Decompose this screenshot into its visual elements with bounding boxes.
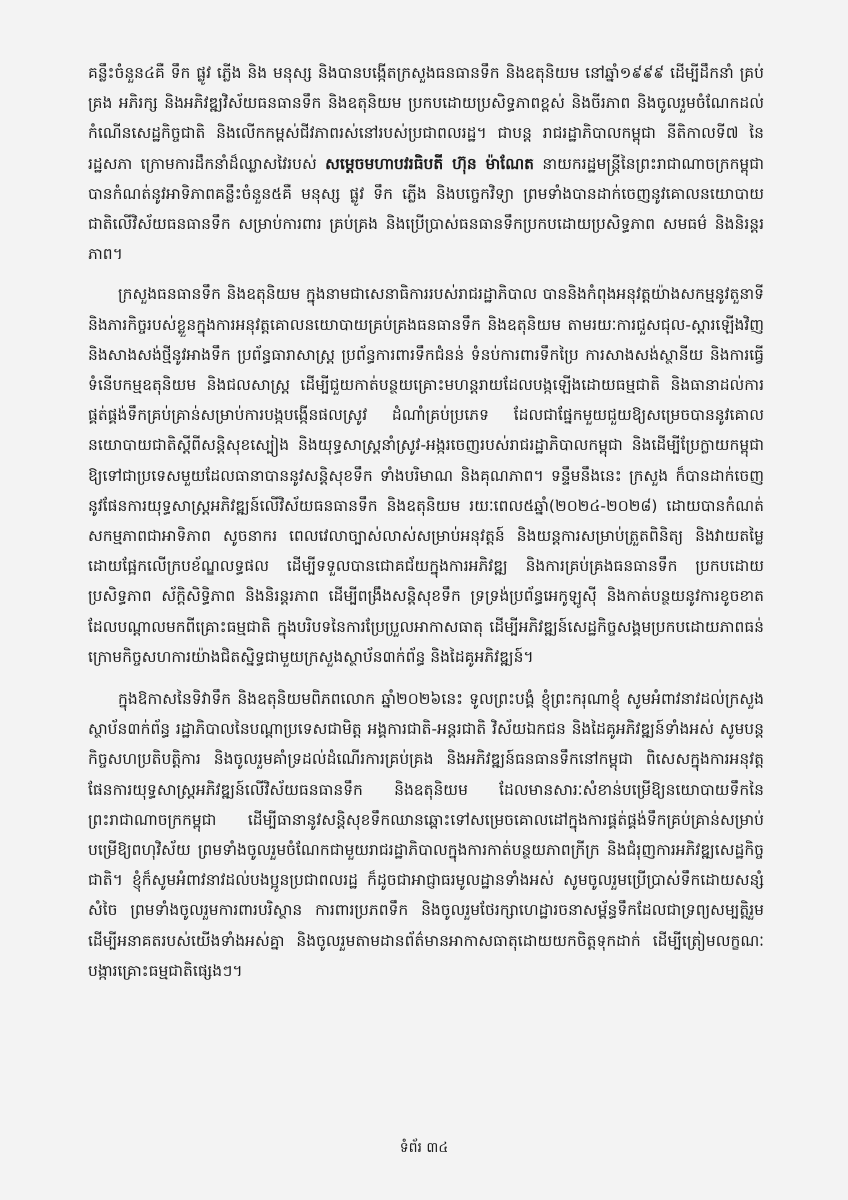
prime-minister-name: សម្តេចមហាបវរធិបតី ហ៊ុន ម៉ាណែត xyxy=(325,154,534,173)
document-body xyxy=(88,58,764,998)
paragraph-1-text-b: នាយករដ្ឋមន្ត្រីនៃព្រះរាជាណាចក្រកម្ពុជា បានកំណត់នូវអាទិភាពគន្លឹះចំនួន៥គឺ មនុស្ស ផ្លូវ ទឹក ភ្លើង និងបច្ចេកវិទ្យា ព្រមទាំងបានដាក់ចេញនូវគោលនយោបាយជាតិលើវិស័យធនធានទឹក សម្រាប់ការពារ គ្រប់គ្រង និងប្រើប្រាស់ធនធានទឹកប្រកបដោយប្រសិទ្ធភាព សមធម៌ និងនិរន្តរភាព។ xyxy=(88,154,765,264)
paragraph-3: ក្នុងឱកាសនៃទិវាទឹក និងឧតុនិយមពិភពលោក ឆ្នាំ២០២៦នេះ ទូលព្រះបង្គំ ខ្ញុំព្រះករុណាខ្ញុំ សូមអំពាវនាវដល់ក្រសួងស្ថាប័ន៣ក់ព័ន្ធ រដ្ឋាភិបាលនៃបណ្តាប្រទេសជាមិត្ត អង្គការជាតិ-អន្តរជាតិ វិស័យឯកជន និងដៃគូអភិវឌ្ឍន៍ទាំងអស់ សូមបន្តកិច្ចសហប្រតិបត្តិការ និងចូលរួមគាំទ្រដល់ដំណើរការគ្រប់គ្រង និងអភិវឌ្ឍន៍ធនធានទឹកនៅកម្ពុជា ពិសេសក្នុងការអនុវត្តផែនការយុទ្ធសាស្ត្រអភិវឌ្ឍន៍លើវិស័យធនធានទឹក និងឧតុនិយម ដែលមានសារៈសំខាន់បម្រើឱ្យនយោបាយទឹកនៃព្រះរាជាណាចក្រកម្ពុជា ដើម្បីធានានូវសន្តិសុខទឹកឈានឆ្ពោះទៅសម្រេចគោលដៅក្នុងការផ្គត់ផ្គង់ទឹកគ្រប់គ្រាន់សម្រាប់បម្រើឱ្យពហុវិស័យ ព្រមទាំងចូលរួមចំណែកជាមួយរាជរដ្ឋាភិបាលក្នុងការកាត់បន្ថយភាពក្រីក្រ និងជំរុញការអភិវឌ្ឍសេដ្ឋកិច្ចជាតិ។ ខ្ញុំក៏សូមអំពាវនាវដល់បងប្អូនប្រជាពលរដ្ឋ ក៏ដូចជាអាជ្ញាធរមូលដ្ឋានទាំងអស់ សូមចូលរួមប្រើប្រាស់ទឹកដោយសន្សំសំចៃ ព្រមទាំងចូលរួមការពារបរិស្ថាន ការពារប្រភពទឹក និងចូលរួមថែរក្សាហេដ្ឋារចនាសម្ព័ន្ធទឹកដែលជាទ្រព្យសម្បត្តិរួម ដើម្បីអនាគតរបស់យើងទាំងអស់គ្នា និងចូលរួមតាមដានព័ត៌មានអាកាសធាតុដោយយកចិត្តទុកដាក់ ដើម្បីត្រៀមលក្ខណៈបង្ការគ្រោះធម្មជាតិផ្សេងៗ។ xyxy=(88,690,764,980)
paragraph-1 xyxy=(88,58,764,269)
paragraph-2: ក្រសួងធនធានទឹក និងឧតុនិយម ក្នុងនាមជាសេនាធិការរបស់រាជរដ្ឋាភិបាល បាននិងកំពុងអនុវត្តយ៉ាងសកម្មនូវតួនាទី និងភារកិច្ចរបស់ខ្លួនក្នុងការអនុវត្តគោលនយោបាយគ្រប់គ្រងធនធានទឹក និងឧតុនិយម តាមរយៈការជួសជុល-ស្តារឡើងវិញ និងសាងសង់ថ្មីនូវអាងទឹក ប្រព័ន្ធធារាសាស្ត្រ ប្រព័ន្ធការពារទឹកជំនន់ ទំនប់ការពារទឹកប្រៃ ការសាងសង់ស្ថានីយ និងការធ្វើទំនើបកម្មឧតុនិយម និងជលសាស្ត្រ ដើម្បីជួយកាត់បន្ថយគ្រោះមហន្តរាយដែលបង្កឡើងដោយធម្មជាតិ និងធានាដល់ការផ្គត់ផ្គង់ទឹកគ្រប់គ្រាន់សម្រាប់ការបង្កបង្កើនផលស្រូវ ដំណាំគ្រប់ប្រភេទ ដែលជាផ្នែកមួយជួយឱ្យសម្រេចបាននូវគោលនយោបាយជាតិស្តីពីសន្តិសុខស្បៀង និងយុទ្ធសាស្ត្រនាំស្រូវ-អង្ករចេញរបស់រាជរដ្ឋាភិបាលកម្ពុជា និងដើម្បីប្រែក្លាយកម្ពុជាឱ្យទៅជាប្រទេសមួយដែលធានាបាននូវសន្តិសុខទឹក ទាំងបរិមាណ និងគុណភាព។ ទន្ទឹមនឹងនេះ ក្រសួង ក៏បានដាក់ចេញនូវផែនការយុទ្ធសាស្ត្រអភិវឌ្ឍន៍លើវិស័យធនធានទឹក និងឧតុនិយម រយៈពេល៥ឆ្នាំ(២០២៤-២០២៨) ដោយបានកំណត់សកម្មភាពជាអាទិភាព សូចនាករ ពេលវេលាច្បាស់លាស់សម្រាប់អនុវត្តន៍ និងយន្តការសម្រាប់ត្រួតពិនិត្យ និងវាយតម្លៃដោយផ្អែកលើក្របខ័ណ្ឌលទ្ធផល ដើម្បីទទួលបានជោគជ័យក្នុងការអភិវឌ្ឍ និងការគ្រប់គ្រងធនធានទឹក ប្រកបដោយប្រសិទ្ធភាព ស័ក្តិសិទ្ធិភាព និងនិរន្តរភាព ដើម្បីពង្រឹងសន្តិសុខទឹក ទ្រទ្រង់ប្រព័ន្ធអេកូឡូស៊ី និងកាត់បន្ថយនូវការខូចខាតដែលបណ្តាលមកពីគ្រោះធម្មជាតិ ក្នុងបរិបទនៃការប្រែប្រួលអាកាសធាតុ ដើម្បីអភិវឌ្ឍន៍សេដ្ឋកិច្ចសង្គមប្រកបដោយភាពធន់ ក្រោមកិច្ចសហការយ៉ាងជិតស្និទ្ធជាមួយក្រសួងស្ថាប័ន៣ក់ព័ន្ធ និងដៃគូអភិវឌ្ឍន៍។ xyxy=(88,285,764,666)
page-number: ទំព័រ ៣៤ xyxy=(399,1140,449,1156)
paragraph-1-text-a: គន្លឹះចំនួន៤គឺ ទឹក ផ្លូវ ភ្លើង និង មនុស្ស និងបានបង្កើតក្រសួងធនធានទឹក និងឧតុនិយម នៅឆ្នាំ១៩៩៩ ដើម្បីដឹកនាំ គ្រប់គ្រង អភិរក្ស និងអភិវឌ្ឍវិស័យធនធានទឹក និងឧតុនិយម ប្រកបដោយប្រសិទ្ធភាពខ្ពស់ និងចីរភាព និងចូលរួមចំណែកដល់កំណើនសេដ្ឋកិច្ចជាតិ និងលើកកម្ពស់ជីវភាពរស់នៅរបស់ប្រជាពលរដ្ឋ។ ជាបន្ត រាជរដ្ឋាភិបាលកម្ពុជា នីតិកាលទី៧ នៃរដ្ឋសភា ក្រោមការដឹកនាំដ៏ឈ្លាសវៃរបស់ xyxy=(88,64,764,173)
